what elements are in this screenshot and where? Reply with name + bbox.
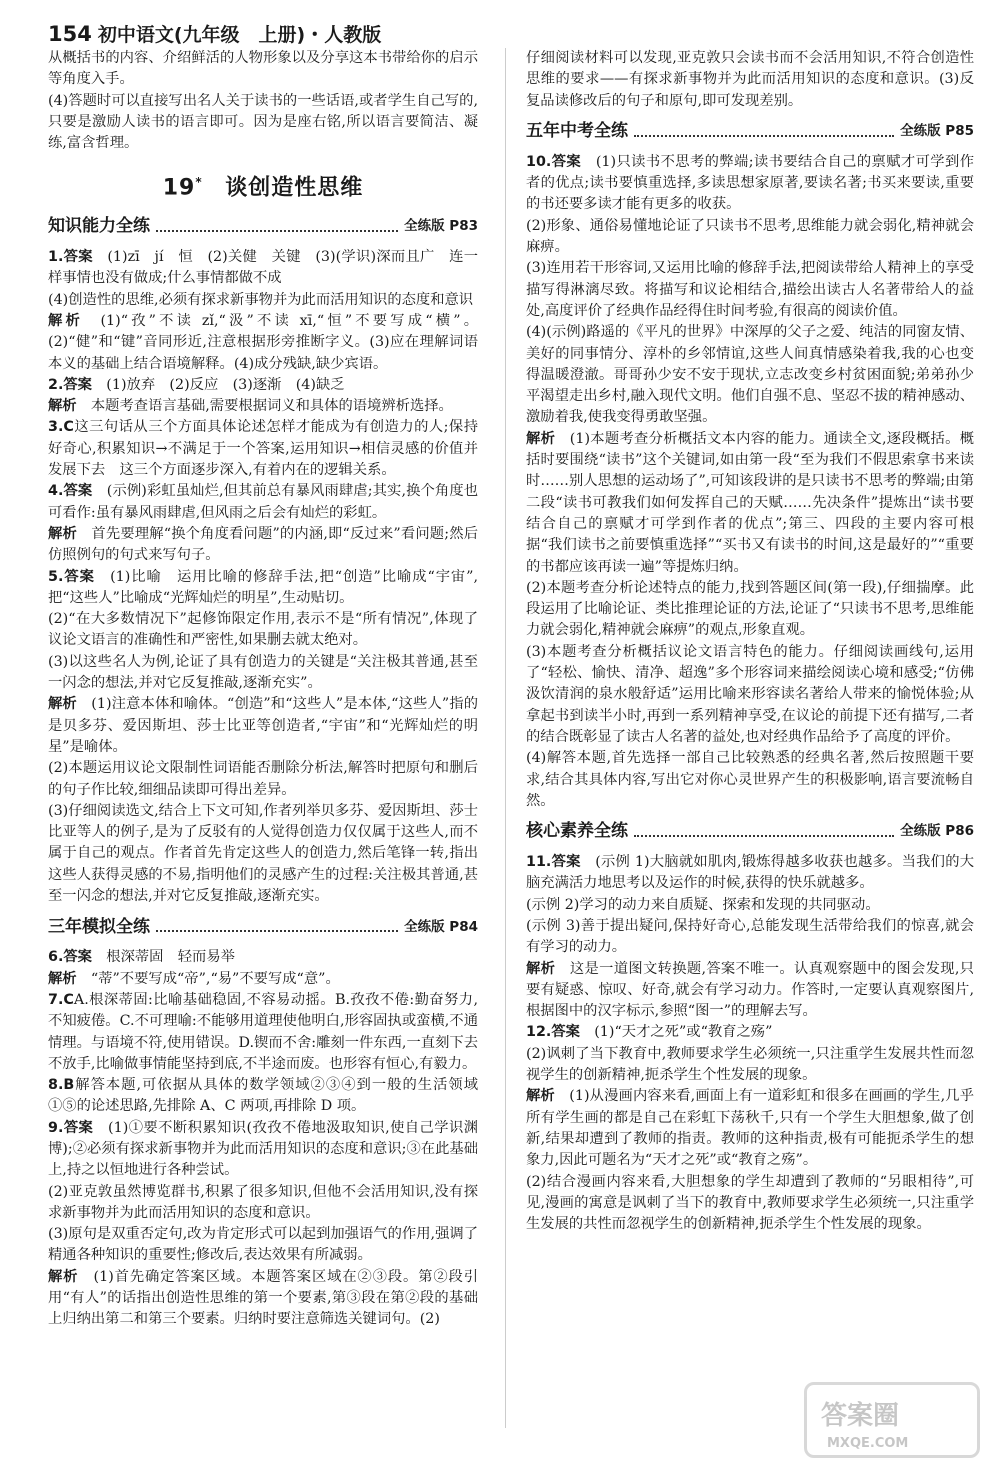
section-title: 三年模拟全练 [48, 916, 150, 937]
answer-label: 解析 [48, 696, 77, 713]
answer-text: (1)“孜”不读 zǐ,“汲”不读 xī,“恒”不要写成“横”。(2)“健”和“键”音同形近,注意根据形旁推断字义。(3)应在理解词语本义的基础上结合语境解释。(4)成分残缺,缺少宾语。 [48, 313, 478, 372]
answer-label: 答案 [551, 1024, 580, 1041]
answer-text: 解答本题,可依据从具体的数学领域②③④到一般的生活领域①⑤的论述思路,先排除 A、C 两项,再排除 D 项。 [48, 1077, 478, 1115]
question-number: 8.B [48, 1077, 75, 1094]
section-title: 知识能力全练 [48, 216, 150, 237]
answer-text: (3)原句是双重否定句,改为肯定形式可以起到加强语气的作用,强调了精通各种知识的重要性;修改后,表达效果有所减弱。 [48, 1226, 478, 1264]
answer-text: (2)本题考查分析论述特点的能力,找到答题区间(第一段),仔细揣摩。此段运用了比喻论证、类比推理论证的方法,论证了“只读书不思考,思维能力就会弱化,精神就会麻痹”的观点,形象直观。 [526, 579, 974, 639]
answer-item [526, 852, 974, 895]
answer-text: (3)本题考查分析概括议论文语言特色的能力。仔细阅读画线句,运用了“轻松、愉快、清净、超逸”多个形容词来描绘阅读心境和感受;“仿佛汲饮清润的泉水般舒适”运用比喻来形容读名著给人带来的愉悦体验;从拿起书到读半小时,再到一系列精神享受,在议论的前提下还有描写,二者的结合既彰显了读古人名著的益处,也对经典作品给予了高度的评价。 [526, 643, 974, 745]
answer-label: 答案 [63, 568, 95, 585]
answer-text: (示例 1)大脑就如肌肉,锻炼得越多收获也越多。当我们的大脑充满活力地思考以及运作的时候,获得的快乐就越多。 [526, 854, 975, 892]
question-number: 7.C [48, 991, 74, 1008]
answer-text: (3)以这些名人为例,论证了具有创造力的关键是“关注极其普通,甚至一闪念的想法,并对它反复推敲,逐渐充实”。 [48, 653, 478, 692]
answer-label: 答案 [551, 854, 581, 871]
answer-item [48, 247, 478, 290]
section-reference: 全练版 P83 [404, 218, 478, 235]
left-column [48, 48, 478, 1331]
question-number: 12. [526, 1024, 552, 1041]
answer-text: (2)讽刺了当下教育中,教师要求学生必须统一,只注重学生发展共性而忽视学生的创新精神,扼杀学生个性发展的现象。 [526, 1045, 974, 1084]
question-number: 11. [526, 854, 552, 871]
answer-item [48, 1182, 478, 1225]
question-number: 5. [48, 568, 64, 585]
answer-text: (示例 2)学习的动力来自质疑、探索和发现的共同驱动。 [526, 896, 880, 913]
answer-item [526, 916, 974, 959]
answer-text: (2)“在大多数情况下”起修饰限定作用,表示不是“所有情况”,体现了议论文语言的准确性和严密性,如果删去就太绝对。 [48, 611, 478, 649]
question-number: 4. [48, 483, 64, 500]
answer-list [48, 947, 478, 1330]
lesson-number: 19 [162, 175, 196, 201]
answer-item [526, 429, 974, 578]
answer-text: A.根深蒂固:比喻基础稳固,不容易动摇。B.孜孜不倦:勤奋努力,不知疲倦。C.不可理喻:不能够用道理使他明白,形容固执或蛮横,不通情理。与语境不符,使用错误。D.锲而不舍:雕刻一件东西,一直刻下去不放手,比喻做事情能坚持到底,不半途而废。也形容有恒心,有毅力。 [48, 991, 478, 1072]
answer-text: (示例 3)善于提出疑问,保持好奇心,总能发现生活带给我们的惊喜,就会有学习的动力。 [526, 917, 974, 956]
answer-text: (1)从漫画内容来看,画面上有一道彩虹和很多在画画的学生,几乎所有学生画的都是自己在彩虹下荡秋千,只有一个学生大胆想象,做了创新,结果却遭到了教师的指责。教师的这种指责,极有可能扼杀学生的想象力,因此可题名为“天才之死”或“教育之殇”。 [526, 1088, 975, 1169]
watermark-logo [804, 1382, 980, 1458]
answer-label: 解析 [526, 430, 556, 447]
answer-label: 解析 [48, 970, 77, 987]
answer-item [48, 609, 478, 652]
section-reference: 全练版 P85 [900, 123, 974, 140]
answer-item [48, 990, 478, 1075]
section-header [526, 118, 974, 146]
answer-label: 解析 [48, 313, 83, 329]
answer-item [526, 748, 974, 812]
answer-text: (4)创造性的思维,必须有探求新事物并为此而活用知识的态度和意识 [48, 291, 474, 308]
answer-list [48, 247, 478, 907]
answer-item [526, 1172, 974, 1236]
column-divider [505, 48, 506, 1428]
answer-item [48, 375, 478, 396]
book-title: 初中语文(九年级 上册)・人教版 [97, 24, 382, 46]
dotted-leader [156, 230, 398, 232]
page-header [48, 20, 381, 46]
answer-item [48, 1224, 478, 1267]
answer-item [526, 322, 974, 428]
answer-text: (1)①要不断积累知识(孜孜不倦地汲取知识,使自己学识渊博);②必须有探求新事物并为此而活用知识的态度和意识;③在此基础上,持之以恒地进行各种尝试。 [48, 1119, 479, 1179]
question-number: 6. [48, 949, 64, 966]
answer-label: 答案 [63, 376, 92, 393]
answer-text: “蒂”不要写成“帝”,“易”不要写成“意”。 [90, 970, 340, 987]
question-number: 2. [48, 376, 64, 393]
answer-list [526, 152, 974, 812]
dotted-leader [634, 835, 894, 837]
intro-paragraph: 仔细阅读材料可以发现,亚克敦只会读书而不会活用知识,不符合创造性思维的要求——有探求新事物并为此而活用知识的态度和意识。(3)反复品读修改后的句子和原句,即可发现差别。 [526, 50, 974, 109]
answer-item [48, 1267, 478, 1331]
answer-item [48, 417, 478, 481]
answer-label: 解析 [48, 1268, 79, 1285]
answer-text: 本题考查语言基础,需要根据词义和具体的语境辨析选择。 [90, 398, 453, 415]
answer-text: (1)比喻 运用比喻的修辞手法,把“创造”比喻成“宇宙”,把“这些人”比喻成“光辉灿烂的明星”,生动贴切。 [48, 568, 479, 606]
answer-text: 首先要理解“换个角度看问题”的内涵,即“反过来”看问题;然后仿照例句的句式来写句子。 [48, 525, 478, 564]
answer-text: (示例)彩虹虽灿烂,但其前总有暴风雨肆虐;其实,换个角度也可看作:虽有暴风雨肆虐,但风雨之后会有灿烂的彩虹。 [48, 483, 479, 521]
answer-text: (4)(示例)路遥的《平凡的世界》中深厚的父子之爱、纯洁的同窗友情、美好的同事情分、淳朴的乡邻情谊,这些人间真情感染着我,我的心也变得温暖澄澈。哥哥孙少安不安于现状,立志改变乡村贫困面貌;弟弟孙少平渴望走出乡村,融入现代文明。他们自强不息、坚忍不拔的精神感动、激励着我,使我变得勇敢坚强。 [526, 324, 974, 426]
answer-text: (1)zī jí 恒 (2)关健 关键 (3)(学识)深而且广 连一样事情也没有做成;什么事情都做不成 [48, 249, 479, 287]
page-number: 154 [48, 22, 92, 46]
answer-item [48, 290, 478, 311]
answer-item [48, 524, 478, 567]
lesson-title [48, 172, 478, 199]
answer-item [48, 396, 478, 417]
section-reference: 全练版 P86 [900, 823, 974, 840]
answer-item [48, 481, 478, 524]
watermark-text: 答案圈 [821, 1401, 900, 1431]
answer-text: (1)放弃 (2)反应 (3)逐渐 (4)缺乏 [106, 376, 345, 393]
answer-item [48, 567, 478, 610]
answer-item [48, 311, 478, 375]
question-number: 3.C [48, 419, 74, 436]
answer-label: 答案 [63, 249, 93, 266]
answer-text: (3)连用若干形容词,又运用比喻的修辞手法,把阅读带给人精神上的享受描写得淋漓尽致。将描写和议论相结合,描绘出读古人名著带给人的益处,高度评价了经典作品经得住时间考验,有很高的阅读价值。 [526, 260, 974, 319]
answer-item [526, 1086, 974, 1171]
answer-text: (1)“天才之死”或“教育之殇” [594, 1024, 773, 1041]
answer-label: 解析 [48, 398, 77, 415]
answer-item [48, 652, 478, 695]
answer-text: (2)形象、通俗易懂地论证了只读书不思考,思维能力就会弱化,精神就会麻痹。 [526, 217, 974, 256]
answer-item [48, 947, 478, 968]
answer-text: (1)本题考查分析概括文本内容的能力。通读全文,逐段概括。概括时要围绕“读书”这个关键词,如由第一段“至为我们不假思索拿书来读时……别人思想的运动场了”,可知该段讲的是只读书不思考的弊端;由第二段“读书可教我们如何发挥自己的天赋……先决条件”提炼出“读书要结合自己的禀赋才可学到作者的优点”;第三、四段的主要内容可根据“我们读书之前要慎重选择”“买书又有读书的时间,这是最好的”“重要的书都应该再读一遍”等提炼归纳。 [526, 430, 975, 575]
answer-item [526, 642, 974, 748]
answer-text: 这是一道图文转换题,答案不唯一。认真观察题中的图会发现,只要有疑惑、惊叹、好奇,就会有学习动力。作答时,一定要认真观察图片,根据图中的汉字标示,参照“图一”的理解去写。 [526, 960, 975, 1020]
right-column [526, 48, 974, 1235]
question-number: 10. [526, 153, 552, 170]
dotted-leader [156, 930, 398, 932]
answer-text: (2)亚克敦虽然博览群书,积累了很多知识,但他不会活用知识,没有探求新事物并为此而活用知识的态度和意识。 [48, 1183, 478, 1221]
answer-item [526, 216, 974, 259]
answer-text: 根深蒂固 轻而易举 [106, 949, 235, 966]
answer-label: 答案 [551, 153, 582, 170]
answer-item [48, 758, 478, 801]
section-reference: 全练版 P84 [404, 918, 478, 935]
answer-list [526, 852, 974, 1235]
section-header [48, 213, 478, 241]
answer-label: 解析 [48, 525, 77, 542]
dotted-leader [634, 135, 894, 137]
intro-paragraph: 从概括书的内容、介绍鲜活的人物形象以及分享这本书带给你的启示等角度入手。 [48, 50, 478, 88]
answer-item [526, 258, 974, 322]
answer-item [526, 895, 974, 916]
answer-text: (1)首先确定答案区域。本题答案区域在②③段。第②段引用“有人”的话指出创造性思维的第一个要素,第③段在第②段的基础上归纳出第二和第三个要素。归纳时要注意筛选关键词句。(2) [48, 1268, 479, 1328]
section-title: 核心素养全练 [526, 821, 628, 842]
answer-text: 这三句话从三个方面具体论述怎样才能成为有创造力的人;保持好奇心,积累知识→不满足于一个答案,运用知识→相信灵感的价值并发展下去 这三个方面逐步深入,有着内在的逻辑关系。 [48, 419, 478, 479]
answer-item [48, 1075, 478, 1118]
answer-item [526, 959, 974, 1023]
answer-item [526, 1022, 974, 1043]
intro-paragraph: (4)答题时可以直接写出名人关于读书的一些话语,或者学生自己写的,只要是激励人读书的语言即可。因为是座右铭,所以语言要简洁、凝练,富含哲理。 [48, 92, 478, 152]
section-header [48, 913, 478, 941]
answer-text: (2)本题运用议论文限制性词语能否删除分析法,解答时把原句和删后的句子作比较,细细品读即可得出差异。 [48, 760, 478, 798]
answer-item [526, 578, 974, 642]
answer-label: 答案 [63, 1119, 94, 1136]
lesson-mark: * [195, 175, 203, 190]
section-header [526, 818, 974, 846]
question-number: 9. [48, 1119, 64, 1136]
answer-item [48, 801, 478, 907]
answer-label: 答案 [63, 483, 93, 500]
section-title: 五年中考全练 [526, 121, 628, 142]
answer-item [48, 969, 478, 990]
answer-label: 答案 [63, 949, 92, 966]
answer-item [48, 694, 478, 758]
answer-text: (3)仔细阅读选文,结合上下文可知,作者列举贝多芬、爱因斯坦、莎士比亚等人的例子,是为了反驳有的人觉得创造力仅仅属于这些人,而不属于自己的观点。作者首先肯定这些人的创造力,然后笔锋一转,指出这些人获得灵感的不易,指明他们的灵感产生的过程:关注极其普通,甚至一闪念的想法,并对它反复推敲,逐渐充实。 [48, 802, 478, 905]
answer-item [526, 152, 974, 216]
question-number: 1. [48, 249, 64, 266]
answer-item [48, 1118, 478, 1182]
watermark-url: MXQE.COM [827, 1436, 909, 1451]
answer-label: 解析 [526, 1088, 555, 1105]
answer-item [526, 1044, 974, 1087]
answer-text: (2)结合漫画内容来看,大胆想象的学生却遭到了教师的“另眼相待”,可见,漫画的寓意是讽刺了当下的教育中,教师要求学生必须统一,只注重学生发展的共性而忽视学生的创新精神,扼杀学生个性发展的现象。 [526, 1173, 974, 1233]
answer-label: 解析 [526, 960, 556, 977]
answer-text: (4)解答本题,首先选择一部自己比较熟悉的经典名著,然后按照题干要求,结合其具体内容,写出它对你心灵世界产生的积极影响,语言要流畅自然。 [526, 750, 974, 809]
answer-text: (1)只读书不思考的弊端;读书要结合自己的禀赋才可学到作者的优点;读书要慎重选择,多读思想家原著,要读名著;书买来要读,重要的书还要多读才能有更多的收获。 [526, 153, 975, 213]
answer-text: (1)注意本体和喻体。“创造”和“这些人”是本体,“这些人”指的是贝多芬、爱因斯坦、莎士比亚等创造者,“宇宙”和“光辉灿烂的明星”是喻体。 [48, 696, 479, 755]
lesson-name: 谈创造性思维 [225, 175, 364, 201]
